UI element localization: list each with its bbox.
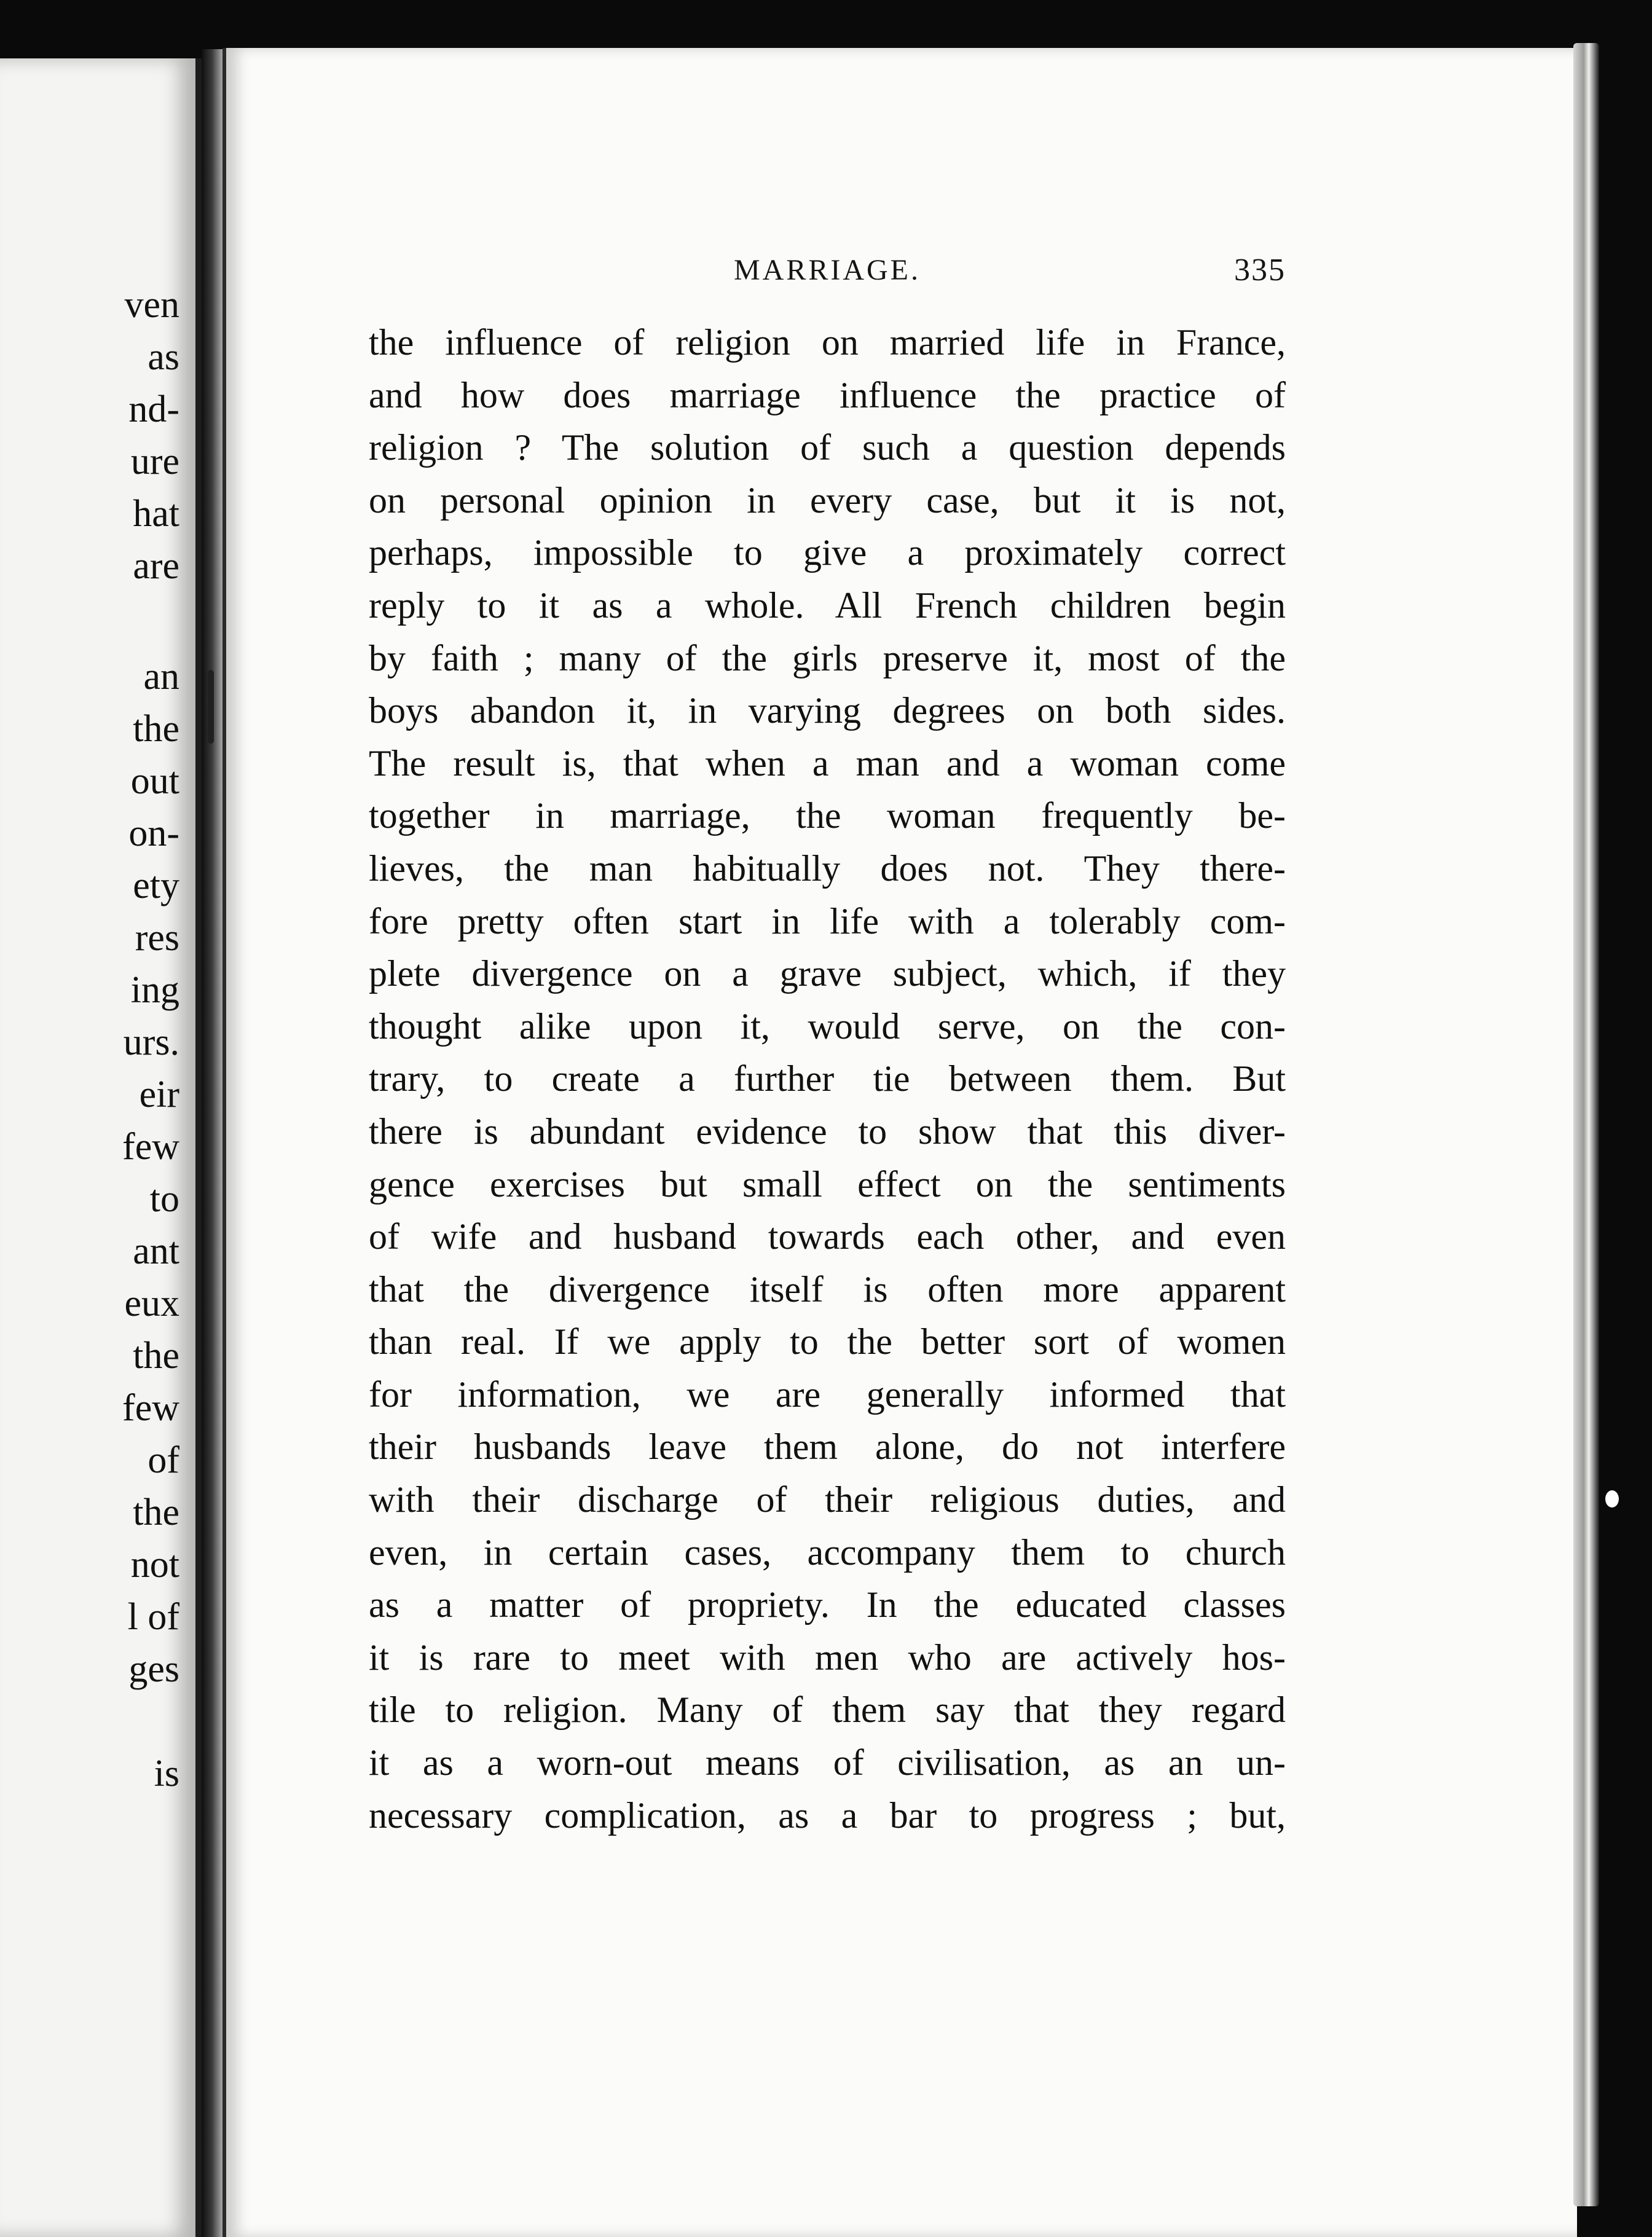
left-page-fragment: as xyxy=(148,336,179,378)
left-page-fragment: ing xyxy=(130,969,179,1011)
text-line: thought alike upon it, would serve, on the con- xyxy=(369,1005,1286,1047)
text-line: of wife and husband towards each other, and even xyxy=(369,1216,1286,1257)
text-line: necessary complication, as a bar to progress ; but, xyxy=(369,1795,1286,1836)
page-number: 335 xyxy=(1234,253,1286,288)
text-line: and how does marriage influence the practice of xyxy=(369,374,1286,415)
left-page-fragment: to xyxy=(149,1178,179,1220)
left-page-fragment: the xyxy=(133,1335,179,1377)
text-line: even, in certain cases, accompany them to church xyxy=(369,1531,1286,1573)
left-page-fragment: the xyxy=(133,1492,179,1533)
left-page-fragment: hat xyxy=(133,493,179,535)
text-line: it as a worn-out means of civilisation, as an un- xyxy=(369,1742,1286,1783)
left-page-fragment: of xyxy=(148,1439,179,1481)
left-page-fragment: ure xyxy=(130,441,179,482)
left-page-fragment: is xyxy=(154,1753,179,1795)
text-line: The result is, that when a man and a woman come xyxy=(369,742,1286,784)
left-page-fragment: few xyxy=(122,1387,179,1429)
text-line: on personal opinion in every case, but it is not, xyxy=(369,479,1286,521)
text-line: with their discharge of their religious duties, and xyxy=(369,1479,1286,1520)
left-page-fragment: nd- xyxy=(128,388,179,430)
text-line: it is rare to meet with men who are actively hos- xyxy=(369,1637,1286,1678)
body-text xyxy=(369,316,1286,1842)
text-line: reply to it as a whole. All French children begin xyxy=(369,584,1286,626)
left-page-fragment: eir xyxy=(139,1074,179,1115)
text-line: trary, to create a further tie between them. But xyxy=(369,1058,1286,1099)
left-page-fragment: on- xyxy=(128,812,179,854)
text-line: as a matter of propriety. In the educated classes xyxy=(369,1584,1286,1626)
left-page-fragment: res xyxy=(135,917,179,959)
left-page-fragment: few xyxy=(122,1126,179,1168)
page-edge xyxy=(1573,43,1599,2206)
left-page-fragment: eux xyxy=(124,1283,179,1324)
left-page-fragment: ven xyxy=(124,284,179,326)
text-line: there is abundant evidence to show that this diver- xyxy=(369,1111,1286,1152)
left-page-fragment: are xyxy=(133,545,179,587)
text-line: that the divergence itself is often more apparent xyxy=(369,1268,1286,1310)
text-line: tile to religion. Many of them say that they regard xyxy=(369,1689,1286,1731)
text-line: fore pretty often start in life with a tolerably com- xyxy=(369,900,1286,942)
left-page-fragment: ant xyxy=(133,1230,179,1272)
text-line: their husbands leave them alone, do not interfere xyxy=(369,1426,1286,1468)
running-head xyxy=(369,252,1286,289)
scan-speck xyxy=(1605,1490,1619,1508)
left-facing-page xyxy=(0,58,202,2237)
text-line: lieves, the man habitually does not. They there- xyxy=(369,847,1286,889)
text-line: plete divergence on a grave subject, which, if they xyxy=(369,953,1286,994)
left-page-fragment: not xyxy=(130,1544,179,1586)
text-line: gence exercises but small effect on the sentiments xyxy=(369,1163,1286,1205)
gutter-mark xyxy=(208,670,214,744)
left-page-fragment: the xyxy=(133,708,179,750)
text-line: than real. If we apply to the better sort of women xyxy=(369,1321,1286,1362)
left-page-fragment: l of xyxy=(127,1596,179,1638)
text-line: for information, we are generally informed that xyxy=(369,1374,1286,1415)
left-page-fragment: urs. xyxy=(123,1021,179,1063)
text-line: together in marriage, the woman frequently be- xyxy=(369,795,1286,836)
text-line: by faith ; many of the girls preserve it, most of the xyxy=(369,637,1286,678)
left-page-fragment: ges xyxy=(128,1648,179,1690)
running-head-title: MARRIAGE. xyxy=(733,254,921,286)
text-line: boys abandon it, in varying degrees on both sides. xyxy=(369,690,1286,731)
left-page-fragment: an xyxy=(143,656,179,698)
left-page-fragment: ety xyxy=(133,865,179,906)
left-page-fragment: out xyxy=(130,760,179,802)
text-line: religion ? The solution of such a question depends xyxy=(369,427,1286,468)
text-line: perhaps, impossible to give a proximately correct xyxy=(369,532,1286,573)
text-line: the influence of religion on married life in France, xyxy=(369,322,1286,363)
